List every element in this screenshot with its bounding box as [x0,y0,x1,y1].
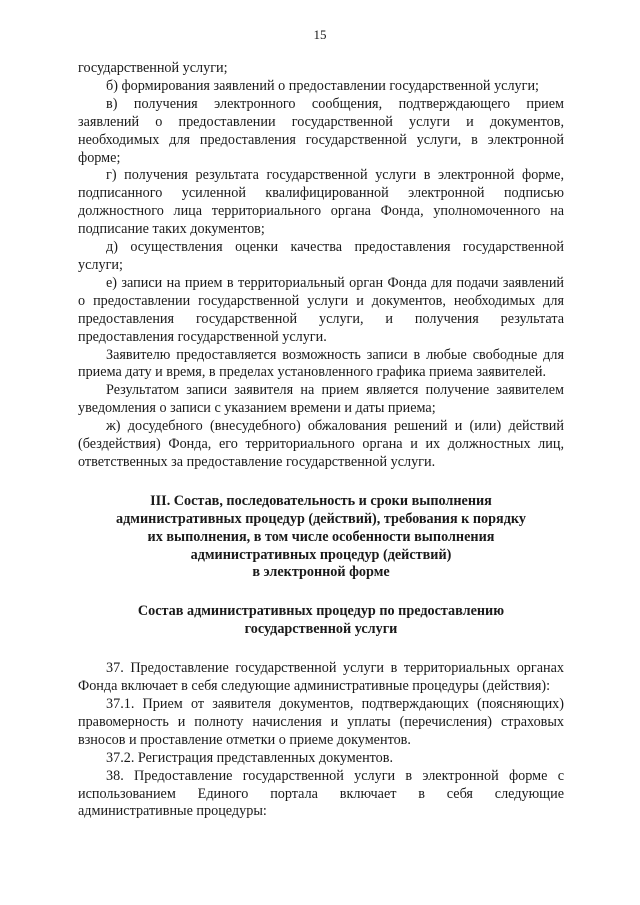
section-heading-line: их выполнения, в том числе особенности выполнения [147,528,495,545]
list-item-v: в) получения электронного сообщения, подтверждающего прием заявлений о предоставлении государственной услуги и документов, необходимых для предоставления государственной услуги, в электронной форме; [78,95,564,166]
clause-37-1: 37.1. Прием от заявителя документов, подтверждающих (поясняющих) правомерность и полноту начисления и уплаты (перечисления) страховых взносов и проставление отметки о приеме документов. [78,696,564,748]
paragraph: Результатом записи заявителя на прием является получение заявителем уведомления о записи с указанием времени и даты приема; [78,382,564,417]
page-number: 15 [313,27,327,42]
section-heading-line: административных процедур (действий) [190,546,452,563]
section-heading-line: административных процедур (действий), требования к порядку [116,510,526,527]
list-item-b: б) формирования заявлений о предоставлении государственной услуги; [106,77,539,94]
subheading-line: государственной услуги [244,621,398,638]
section-heading-line: III. Состав, последовательность и сроки выполнения [150,492,492,509]
section-heading [78,493,564,583]
subheading [78,603,564,639]
paragraph: Заявителю предоставляется возможность записи в любые свободные для приема дату и время, в пределах установленного графика приема заявителей. [78,346,564,381]
list-item-zh: ж) досудебного (внесудебного) обжалования решений и (или) действий (бездействия) Фонда, его территориального органа и их должностных лиц, ответственных за предоставление государственной услуги. [78,418,564,470]
list-item-g: г) получения результата государственной услуги в электронной форме, подписанного усиленной квалифицированной электронной подписью должностного лица территориального органа Фонда, уполномоченного на подписание таких документов; [78,167,564,238]
list-item-e: е) записи на прием в территориальный орган Фонда для подачи заявлений о предоставлении государственной услуги и документов, необходимых для предоставления государственной услуги, и получения результата предоставления государственной услуги. [78,274,564,345]
clause-37-2: 37.2. Регистрация представленных документов. [106,749,394,766]
clause-38: 38. Предоставление государственной услуги в электронной форме с использованием Единого портала включает в себя следующие административные процедуры: [78,767,564,820]
paragraph: государственной услуги; [78,60,228,76]
document-body [78,60,564,821]
section-heading-line: в электронной форме [252,564,390,581]
list-item-d: д) осуществления оценки качества предоставления государственной услуги; [78,239,564,273]
subheading-line: Состав административных процедур по предоставлению [137,603,505,620]
clause-37: 37. Предоставление государственной услуги в территориальных органах Фонда включает в себя следующие административные процедуры (действия): [78,660,564,695]
